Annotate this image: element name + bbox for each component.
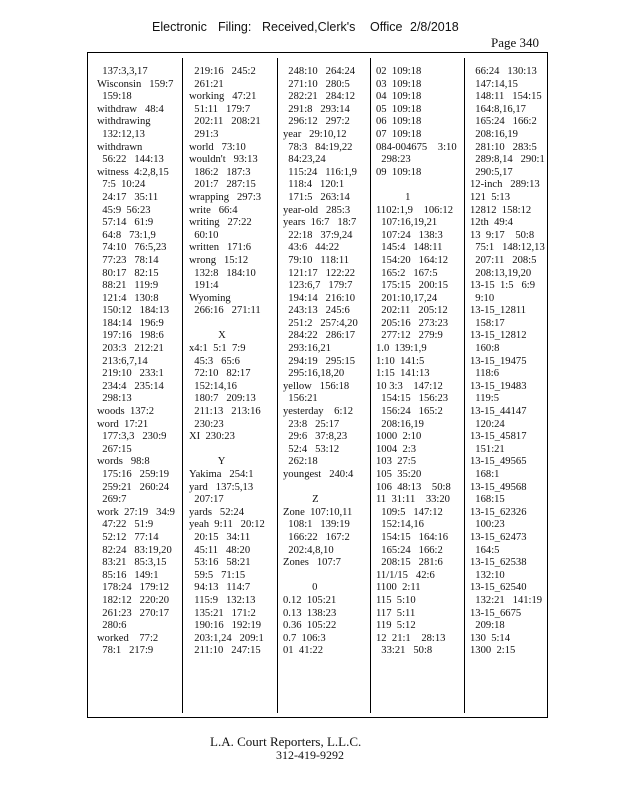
index-entry: 208:15 281:6 [376, 557, 443, 569]
index-entry: 234:4 235:14 [97, 380, 164, 392]
index-entry: 64:8 73:1,9 [97, 229, 156, 241]
index-entry: 118:4 120:1 [283, 179, 345, 191]
index-entry: 211:10 247:15 [189, 645, 261, 657]
index-entry: 165:24 166:2 [470, 116, 537, 128]
index-entry: 160:8 [470, 343, 500, 355]
index-entry: 132:21 141:19 [470, 594, 543, 606]
index-entry: yards 52:24 [189, 506, 245, 518]
index-entry: 184:14 196:9 [97, 317, 164, 329]
index-entry: 79:10 118:11 [283, 254, 350, 266]
page-number: Page 340 [491, 35, 540, 50]
index-column-5 [470, 66, 545, 658]
index-entry: 52:12 77:14 [97, 531, 159, 543]
index-entry: 24:17 35:11 [97, 191, 159, 203]
index-entry: 13-15_12811 [470, 305, 527, 317]
index-entry: withdrawing [97, 116, 151, 128]
index-entry: 148:11 154:15 [470, 91, 542, 103]
index-entry: 152:14,16 [376, 519, 424, 531]
index-entry: 13-15_44147 [470, 406, 527, 418]
index-entry: wrapping 297:3 [189, 191, 262, 203]
index-entry: 158:17 [470, 317, 505, 329]
index-entry: 291:3 [189, 128, 219, 140]
index-entry: 1300 2:15 [470, 645, 516, 657]
index-entry: yeah 9:11 20:12 [189, 519, 265, 531]
index-entry: 33:21 50:8 [376, 645, 433, 657]
index-entry: 202:11 208:21 [189, 116, 261, 128]
index-entry: 154:15 164:16 [376, 531, 449, 543]
header-received: Received,Clerk's [262, 20, 356, 34]
index-entry: 0 [283, 582, 318, 594]
index-entry: 159:18 [97, 91, 132, 103]
index-entry: 45:11 48:20 [189, 544, 251, 556]
index-entry: 07 109:18 [376, 128, 422, 140]
index-entry: 20:15 34:11 [189, 531, 251, 543]
index-entry: 132:12,13 [97, 128, 145, 140]
index-entry [376, 179, 457, 192]
index-entry: 152:14,16 [189, 380, 237, 392]
index-entry: written 171:6 [189, 242, 252, 254]
index-entry: 191:4 [189, 280, 219, 292]
index-entry: 267:15 [97, 443, 132, 455]
index-entry: 271:10 280:5 [283, 78, 350, 90]
index-entry: 12 21:1 28:13 [376, 632, 446, 644]
index-entry: 084-004675 3:10 [376, 141, 457, 153]
index-entry: 13-15_62538 [470, 557, 527, 569]
index-entry: 82:24 83:19,20 [97, 544, 172, 556]
index-entry: 51:11 179:7 [189, 103, 251, 115]
index-entry [189, 318, 265, 331]
index-column-4 [376, 66, 457, 658]
index-entry: x4:1 5:1 7:9 [189, 343, 246, 355]
header-filing: Filing: [218, 20, 252, 34]
index-entry [189, 444, 265, 457]
index-entry: writing 27:22 [189, 217, 252, 229]
index-entry: 45:9 56:23 [97, 204, 151, 216]
index-entry: 45:3 65:6 [189, 355, 240, 367]
index-entry: 01 41:22 [283, 645, 324, 657]
index-entry: 13 9:17 50:8 [470, 229, 535, 241]
index-entry: Wisconsin 159:7 [97, 78, 174, 90]
index-entry: 84:23,24 [283, 154, 326, 166]
index-entry: 208:16,19 [376, 418, 424, 430]
index-entry: 121:17 122:22 [283, 267, 356, 279]
index-entry: 202:11 205:12 [376, 305, 448, 317]
index-entry: 100:23 [470, 519, 505, 531]
index-entry: 12-inch 289:13 [470, 179, 540, 191]
index-entry: 9:10 [470, 292, 495, 304]
index-entry: 132:8 184:10 [189, 267, 256, 279]
index-column-2 [189, 66, 265, 658]
index-entry: 72:10 82:17 [189, 368, 251, 380]
index-entry: 13-15_62326 [470, 506, 527, 518]
index-entry: 107:16,19,21 [376, 217, 438, 229]
index-entry: 171:5 263:14 [283, 191, 350, 203]
index-entry: 156:24 165:2 [376, 406, 443, 418]
index-entry: 1:15 141:13 [376, 368, 430, 380]
index-entry: 164:5 [470, 544, 500, 556]
index-entry: 119 5:12 [376, 620, 416, 632]
index-entry: 175:15 200:15 [376, 280, 449, 292]
index-entry: 103 27:5 [376, 456, 417, 468]
index-entry: 208:16,19 [470, 128, 518, 140]
index-entry: 13-15 1:5 6:9 [470, 280, 536, 292]
index-entry: woods 137:2 [97, 406, 155, 418]
index-entry: 60:10 [189, 229, 219, 241]
index-entry: 165:2 167:5 [376, 267, 438, 279]
index-entry: 165:24 166:2 [376, 544, 443, 556]
index-entry: 151:21 [470, 443, 505, 455]
index-entry: 0.36 105:22 [283, 620, 337, 632]
index-entry: 207:17 [189, 494, 224, 506]
index-entry: 12th 49:4 [470, 217, 513, 229]
index-entry: 296:12 297:2 [283, 116, 350, 128]
index-entry: 13-15_45817 [470, 431, 527, 443]
index-entry: 145:4 148:11 [376, 242, 443, 254]
index-entry: 123:6,7 179:7 [283, 280, 353, 292]
index-entry: 1000 2:10 [376, 431, 422, 443]
index-entry: 88:21 119:9 [97, 280, 159, 292]
index-entry: 119:5 [470, 393, 500, 405]
index-entry: XI 230:23 [189, 431, 235, 443]
index-entry: 166:22 167:2 [283, 531, 350, 543]
index-entry: 03 109:18 [376, 78, 422, 90]
index-entry: 13-15_62473 [470, 531, 527, 543]
index-entry: 108:1 139:19 [283, 519, 350, 531]
index-entry: 13-15_19483 [470, 380, 527, 392]
column-divider [277, 58, 278, 713]
index-entry: 294:19 295:15 [283, 355, 356, 367]
index-entry: 13-15_62540 [470, 582, 527, 594]
index-entry: 7:5 10:24 [97, 179, 146, 191]
index-entry: 266:16 271:11 [189, 305, 261, 317]
index-entry: 06 109:18 [376, 116, 422, 128]
index-entry: 156:21 [283, 393, 318, 405]
index-entry: year-old 285:3 [283, 204, 351, 216]
index-entry: 290:5,17 [470, 166, 513, 178]
index-entry: 0.7 106:3 [283, 632, 326, 644]
header-date: 2/8/2018 [410, 20, 459, 34]
index-entry: 115:24 116:1,9 [283, 166, 357, 178]
index-entry: 211:13 213:16 [189, 406, 261, 418]
index-entry: 132:10 [470, 569, 505, 581]
footer-company: L.A. Court Reporters, L.L.C. [210, 734, 362, 749]
index-entry: 289:8,14 290:1 [470, 154, 545, 166]
index-entry: world 73:10 [189, 141, 246, 153]
index-entry: 295:16,18,20 [283, 368, 345, 380]
index-entry: yesterday 6:12 [283, 406, 354, 418]
index-entry: witness 4:2,8,15 [97, 166, 169, 178]
index-entry: 147:14,15 [470, 78, 518, 90]
index-entry: 13-15_12812 [470, 330, 527, 342]
index-entry: 78:3 84:19,22 [283, 141, 353, 153]
index-entry: 52:4 53:12 [283, 443, 340, 455]
index-entry: 94:13 114:7 [189, 582, 251, 594]
column-divider [464, 58, 465, 713]
index-entry: 117 5:11 [376, 607, 416, 619]
index-entry: years 16:7 18:7 [283, 217, 357, 229]
index-entry: 1004 2:3 [376, 443, 417, 455]
index-entry: 205:16 273:23 [376, 317, 449, 329]
index-column-3 [283, 66, 358, 658]
index-entry: 43:6 44:22 [283, 242, 340, 254]
index-entry: 219:16 245:2 [189, 66, 256, 77]
index-entry: youngest 240:4 [283, 469, 354, 480]
index-entry: 115 5:10 [376, 594, 416, 606]
index-entry: 269:7 [97, 494, 127, 506]
index-entry: Y [189, 456, 226, 468]
index-entry: 106 48:13 50:8 [376, 481, 451, 493]
index-entry: 66:24 130:13 [470, 66, 537, 77]
index-entry: work 27:19 34:9 [97, 506, 175, 518]
index-entry: 29:6 37:8,23 [283, 431, 348, 443]
index-entry: 11 31:11 33:20 [376, 494, 450, 506]
index-entry: working 47:21 [189, 91, 257, 103]
index-entry: 190:16 192:19 [189, 620, 262, 632]
index-entry: 261:23 270:17 [97, 607, 170, 619]
index-entry: 80:17 82:15 [97, 267, 159, 279]
index-entry: 59:5 71:15 [189, 569, 246, 581]
index-entry: 180:7 209:13 [189, 393, 256, 405]
index-entry: year 29:10,12 [283, 128, 347, 140]
index-entry: wrong 15:12 [189, 254, 249, 266]
index-entry: 168:15 [470, 494, 505, 506]
index-entry [283, 482, 358, 495]
index-entry: 109:5 147:12 [376, 506, 443, 518]
footer-phone: 312-419-9292 [276, 748, 344, 762]
index-entry: Yakima 254:1 [189, 469, 254, 480]
index-entry: 121:4 130:8 [97, 292, 159, 304]
index-entry: 248:10 264:24 [283, 66, 356, 77]
index-entry: 201:7 287:15 [189, 179, 256, 191]
index-entry: 298:13 [97, 393, 132, 405]
index-entry: 1.0 139:1,9 [376, 343, 427, 355]
column-divider [370, 58, 371, 713]
index-entry: 23:8 25:17 [283, 418, 340, 430]
index-entry: 150:12 184:13 [97, 305, 170, 317]
index-entry: 56:22 144:13 [97, 154, 164, 166]
index-entry: 0.12 105:21 [283, 594, 337, 606]
index-entry: 77:23 78:14 [97, 254, 159, 266]
header-office: Office [370, 20, 403, 34]
index-entry: 85:16 149:1 [97, 569, 159, 581]
index-entry: 284:22 286:17 [283, 330, 356, 342]
index-entry: 83:21 85:3,15 [97, 557, 167, 569]
index-entry: 135:21 171:2 [189, 607, 256, 619]
index-entry: Zones 107:7 [283, 557, 341, 569]
index-entry: 154:20 164:12 [376, 254, 449, 266]
index-entry [283, 570, 358, 583]
index-entry: 137:3,3,17 [97, 66, 148, 77]
index-entry: 262:18 [283, 456, 318, 468]
index-entry: 243:13 245:6 [283, 305, 350, 317]
index-entry: 1:10 141:5 [376, 355, 425, 367]
index-entry: 22:18 37:9,24 [283, 229, 353, 241]
index-entry: 259:21 260:24 [97, 481, 170, 493]
index-entry: 197:16 198:6 [97, 330, 164, 342]
index-column-1 [97, 66, 175, 658]
index-entry: 13-15_49565 [470, 456, 527, 468]
index-entry: 175:16 259:19 [97, 469, 170, 480]
index-entry: 194:14 216:10 [283, 292, 356, 304]
index-entry: 281:10 283:5 [470, 141, 537, 153]
index-entry: 280:6 [97, 620, 127, 632]
index-entry: worked 77:2 [97, 632, 159, 644]
index-entry: 57:14 61:9 [97, 217, 154, 229]
index-entry: 130 5:14 [470, 632, 511, 644]
index-entry: 164:8,16,17 [470, 103, 526, 115]
index-entry: Zone 107:10,11 [283, 506, 353, 518]
column-divider [182, 58, 183, 713]
index-entry: 154:15 156:23 [376, 393, 449, 405]
index-entry: 182:12 220:20 [97, 594, 170, 606]
index-entry: 261:21 [189, 78, 224, 90]
index-entry: 13-15_19475 [470, 355, 527, 367]
index-entry: wouldn't 93:13 [189, 154, 258, 166]
index-entry: 177:3,3 230:9 [97, 431, 167, 443]
index-entry: 213:6,7,14 [97, 355, 148, 367]
index-entry: 207:11 208:5 [470, 254, 537, 266]
index-entry: 05 109:18 [376, 103, 422, 115]
index-entry: withdrawn [97, 141, 143, 153]
index-entry: 75:1 148:12,13 [470, 242, 545, 254]
index-entry: 209:18 [470, 620, 505, 632]
index-entry: 251:2 257:4,20 [283, 317, 358, 329]
index-entry: 208:13,19,20 [470, 267, 532, 279]
index-entry: X [189, 330, 226, 342]
index-entry: 178:24 179:12 [97, 582, 170, 594]
index-entry: withdraw 48:4 [97, 103, 164, 115]
index-entry: 107:24 138:3 [376, 229, 443, 241]
index-entry: 298:23 [376, 154, 411, 166]
index-entry: 230:23 [189, 418, 224, 430]
index-entry: 53:16 58:21 [189, 557, 251, 569]
index-entry: 201:10,17,24 [376, 292, 438, 304]
index-entry: 13-15_6675 [470, 607, 522, 619]
index-entry: 168:1 [470, 469, 500, 480]
index-entry: 47:22 51:9 [97, 519, 154, 531]
index-entry: 186:2 187:3 [189, 166, 251, 178]
index-entry: 203:3 212:21 [97, 343, 164, 355]
index-entry: 121 5:13 [470, 191, 511, 203]
index-entry: 13-15_49568 [470, 481, 527, 493]
index-entry: 219:10 233:1 [97, 368, 164, 380]
index-entry: yard 137:5,13 [189, 481, 254, 493]
index-entry: Wyoming [189, 292, 231, 304]
index-entry: yellow 156:18 [283, 380, 350, 392]
index-entry: 09 109:18 [376, 166, 422, 178]
index-entry: Z [283, 494, 319, 506]
index-entry: write 66:4 [189, 204, 238, 216]
index-entry: 203:1,24 209:1 [189, 632, 264, 644]
index-entry: words 98:8 [97, 456, 150, 468]
index-entry: 02 109:18 [376, 66, 422, 77]
index-entry: 74:10 76:5,23 [97, 242, 167, 254]
index-entry: 1100 2:11 [376, 582, 421, 594]
index-entry: 10 3:3 147:12 [376, 380, 443, 392]
index-entry: 12812 158:12 [470, 204, 532, 216]
index-entry: 1102:1,9 106:12 [376, 204, 454, 216]
header-electronic: Electronic [152, 20, 207, 34]
index-entry: 04 109:18 [376, 91, 422, 103]
index-entry: 120:24 [470, 418, 505, 430]
index-entry: 78:1 217:9 [97, 645, 154, 657]
index-entry: 105 35:20 [376, 469, 422, 480]
index-entry: 11/1/15 42:6 [376, 569, 435, 581]
index-entry: 291:8 293:14 [283, 103, 350, 115]
index-entry: 0.13 138:23 [283, 607, 337, 619]
index-entry: word 17:21 [97, 418, 149, 430]
index-entry: 202:4,8,10 [283, 544, 334, 556]
index-entry: 277:12 279:9 [376, 330, 443, 342]
index-entry: 118:6 [470, 368, 500, 380]
index-entry: 1 [376, 191, 411, 203]
index-entry: 115:9 132:13 [189, 594, 256, 606]
index-entry: 293:16,21 [283, 343, 331, 355]
index-entry: 282:21 284:12 [283, 91, 356, 103]
